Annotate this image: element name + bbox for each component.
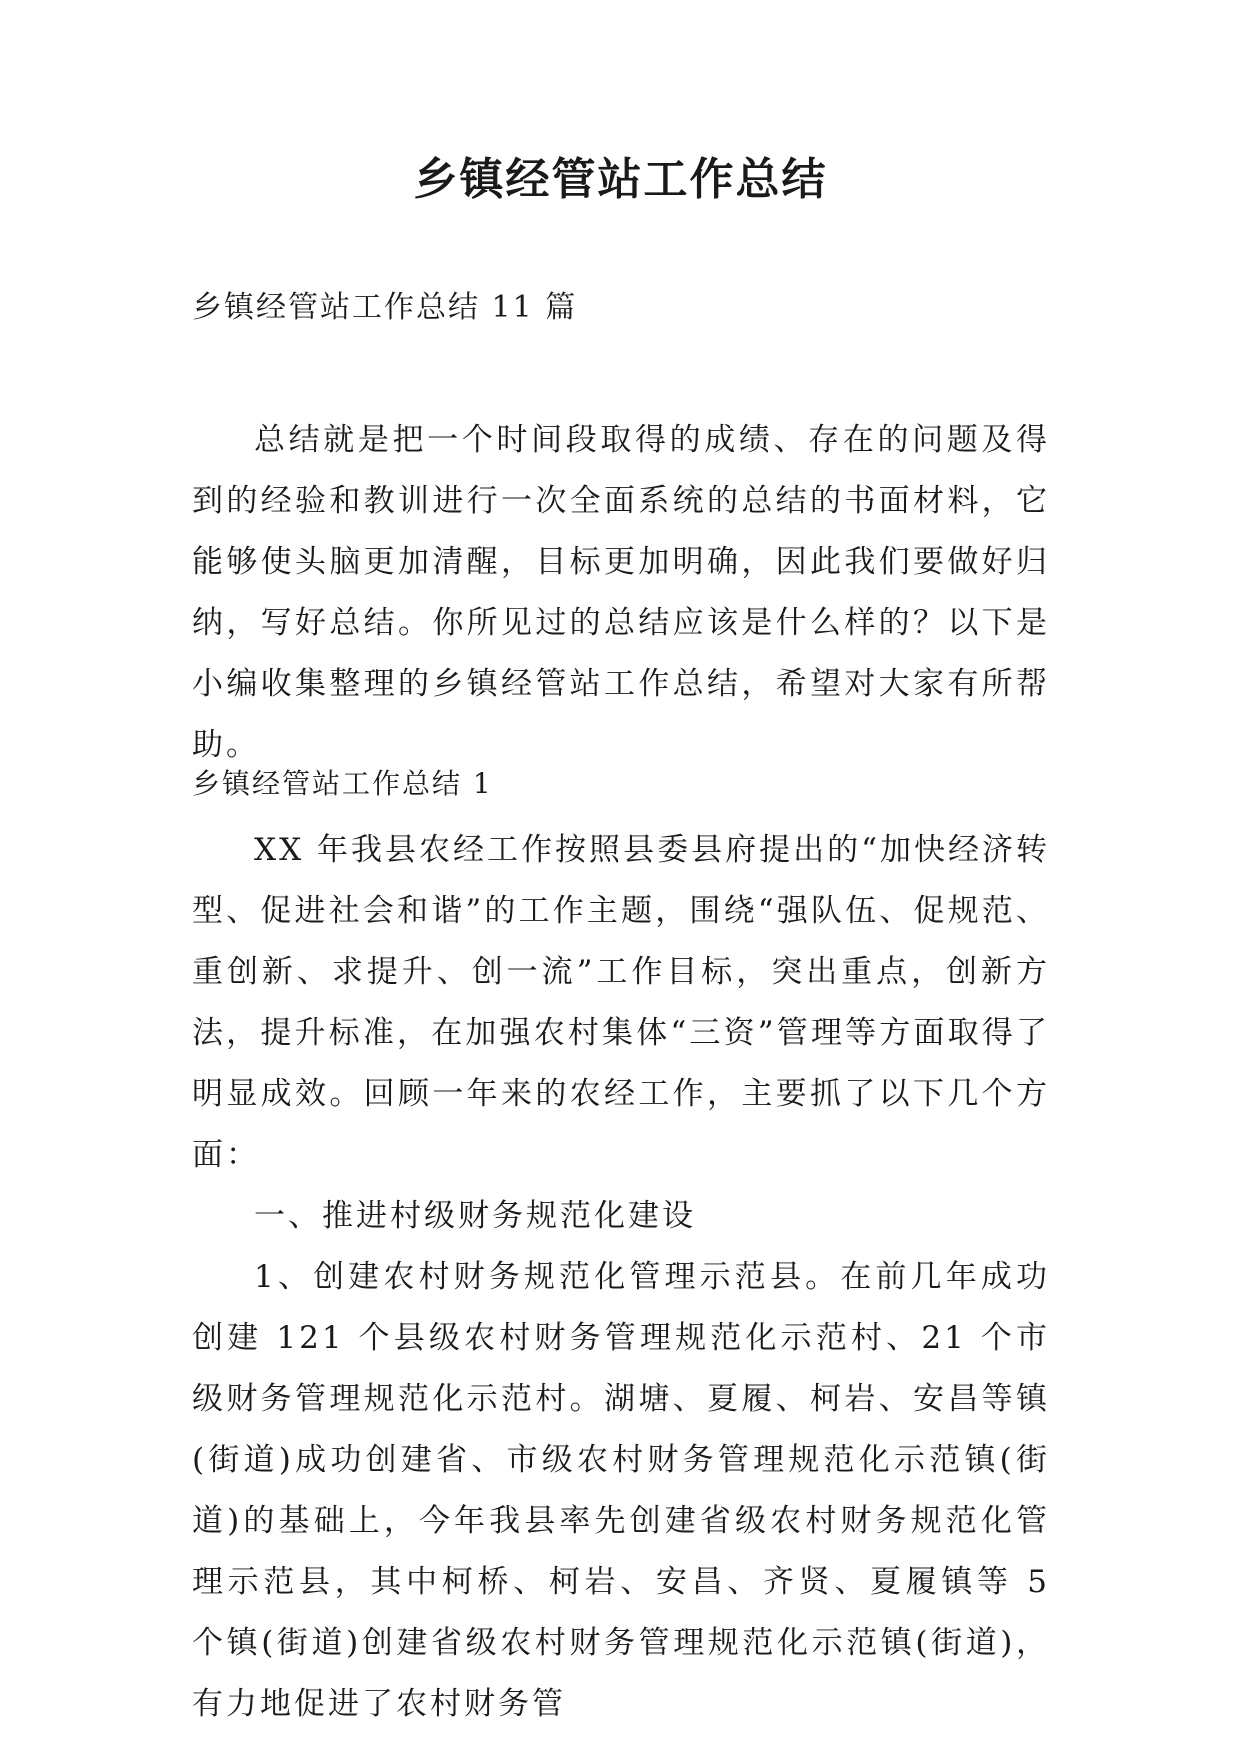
body-paragraph: XX 年我县农经工作按照县委县府提出的“加快经济转型、促进社会和谐”的工作主题，围绕“强队伍、促规范、重创新、求提升、创一流”工作目标，突出重点，创新方法，提升标准，在加强农村集体“三资”管理等方面取得了明显成效。回顾一年来的农经工作，主要抓了以下几个方面： [192, 832, 1050, 1173]
document-title: 乡镇经管站工作总结 [413, 154, 828, 205]
intro-section [192, 410, 1050, 776]
section-body [192, 820, 1050, 1735]
section-heading: 乡镇经管站工作总结 1 [192, 767, 493, 800]
intro-paragraph: 总结就是把一个时间段取得的成绩、存在的问题及得到的经验和教训进行一次全面系统的总结的书面材料，它能够使头脑更加清醒，目标更加明确，因此我们要做好归纳，写好总结。你所见过的总结应该是什么样的？以下是小编收集整理的乡镇经管站工作总结，希望对大家有所帮助。 [192, 422, 1050, 763]
body-subheading: 一、推进村级财务规范化建设 [254, 1198, 696, 1234]
document-subtitle: 乡镇经管站工作总结 11 篇 [192, 290, 578, 325]
body-paragraph: 1、创建农村财务规范化管理示范县。在前几年成功创建 121 个县级农村财务管理规范化示范村、21 个市级财务管理规范化示范村。湖塘、夏履、柯岩、安昌等镇(街道)成功创建省、市级农村财务管理规范化示范镇(街道)的基础上，今年我县率先创建省级农村财务规范化管理示范县，其中柯桥、柯岩、安昌、齐贤、夏履镇等 5 个镇(街道)创建省级农村财务管理规范化示范镇(街道)，有力地促进了农村财务管 [192, 1259, 1050, 1722]
